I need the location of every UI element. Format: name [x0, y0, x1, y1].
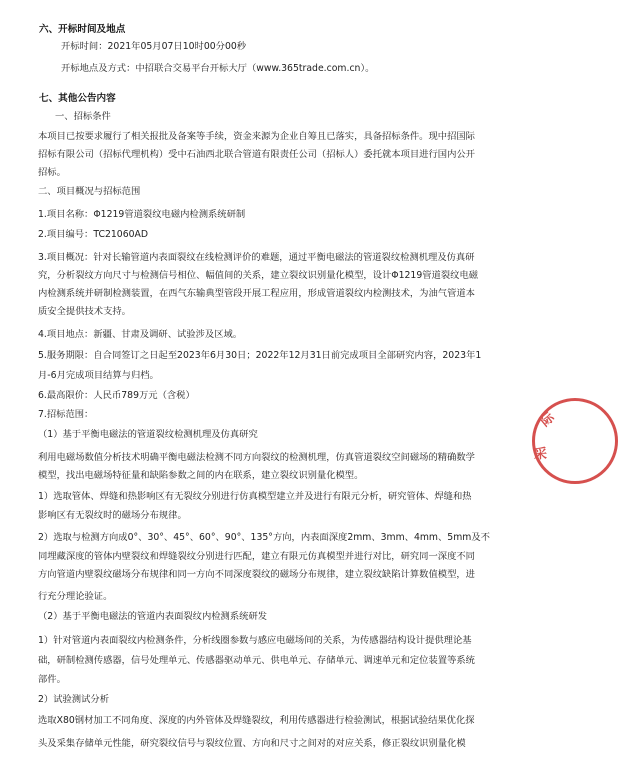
- body-line: 选取X80钢材加工不同角度、深度的内外管体及焊缝裂纹，利用传感器进行检验测试，根据试验结果优化探: [38, 715, 475, 726]
- body-line: 招标有限公司（招标代理机构）受中石油西北联合管道有限责任公司（招标人）委托就本项目进行国内公开: [38, 149, 475, 160]
- body-line: 6.最高限价：人民币789万元（含税）: [38, 390, 195, 401]
- body-line: 招标。: [38, 167, 66, 178]
- body-line: 1）选取管体、焊缝和热影响区有无裂纹分别进行仿真模型建立并及进行有限元分析，研究管体、焊缝和热: [38, 491, 472, 502]
- body-line: 2）试验测试分析: [38, 694, 109, 705]
- body-line: （2）基于平衡电磁法的管道内表面裂纹内检测系统研发: [38, 611, 268, 622]
- body-line: 1.项目名称：Φ1219管道裂纹电磁内检测系统研制: [38, 209, 246, 220]
- body-line: 1）针对管道内表面裂纹内检测条件，分析线圈参数与感应电磁场间的关系，为传感器结构设计提供理论基: [38, 635, 472, 646]
- body-line: 2.项目编号：TC21060AD: [38, 229, 149, 240]
- body-line: 二、项目概况与招标范围: [38, 186, 141, 197]
- body-line: 月-6月完成项目结算与归档。: [38, 370, 159, 381]
- body-line: 同埋藏深度的管体内壁裂纹和焊缝裂纹分别进行匹配，建立有限元仿真模型并进行对比，研究同一深度不同: [38, 551, 475, 562]
- stamp-char: 际: [537, 410, 558, 430]
- body-line: 质安全提供技术支持。: [38, 306, 131, 317]
- stamp-char: 采: [534, 447, 548, 462]
- body-line: 3.项目概况：针对长输管道内表面裂纹在线检测评价的难题，通过平衡电磁法的管道裂纹检测机理及仿真研: [38, 252, 475, 263]
- body-line: （1）基于平衡电磁法的管道裂纹检测机理及仿真研究: [38, 429, 258, 440]
- body-line: 7.招标范围：: [38, 409, 94, 420]
- body-line: 行充分理论验证。: [38, 591, 113, 602]
- body-line: 头及采集存储单元性能，研究裂纹信号与裂纹位置、方向和尺寸之间对的对应关系，修正裂纹识别量化模: [38, 738, 466, 749]
- body-line: 方向管道内壁裂纹磁场分布规律和同一方向不同深度裂纹的磁场分布规律，建立裂纹缺陷计算数值模型，进: [38, 569, 475, 580]
- bid-opening-time: 开标时间：2021年05月07日10时00分00秒: [61, 41, 247, 52]
- body-line: 模型，找出电磁场特征量和缺陷参数之间的内在联系，建立裂纹识别量化模型。: [38, 470, 364, 481]
- body-line: 究，分析裂纹方向尺寸与检测信号相位、幅值间的关系，建立裂纹识别量化模型，设计Φ1219管道裂纹电磁: [38, 270, 479, 281]
- body-line: 影响区有无裂纹时的磁场分布规律。: [38, 510, 187, 521]
- body-line: 2）选取与检测方向成0°、30°、45°、60°、90°、135°方向，内表面深度2mm、3mm、4mm、5mm及不: [38, 532, 490, 543]
- body-line: 5.服务期限：自合同签订之日起至2023年6月30日；2022年12月31日前完成项目全部研究内容，2023年1: [38, 350, 482, 361]
- body-line: 利用电磁场数值分析技术明确平衡电磁法检测不同方向裂纹的检测机理，仿真管道裂纹空间磁场的精确数学: [38, 452, 475, 463]
- section7-heading: 七、其他公告内容: [39, 93, 116, 104]
- seal-stamp: [532, 398, 618, 484]
- bid-opening-place: 开标地点及方式：中招联合交易平台开标大厅（www.365trade.com.cn）。: [61, 63, 375, 74]
- body-line: 内检测系统并研制检测装置，在西气东输典型管段开展工程应用，形成管道裂纹内检测技术，为油气管道本: [38, 288, 475, 299]
- body-line: 础，研制检测传感器，信号处理单元、传感器驱动单元、供电单元、存储单元、调速单元和定位装置等系统: [38, 655, 475, 666]
- body-line: 一、招标条件: [55, 111, 111, 122]
- body-line: 本项目已按要求履行了相关报批及备案等手续，资金来源为企业自筹且已落实，具备招标条件。现中招国际: [38, 131, 475, 142]
- section6-heading: 六、开标时间及地点: [39, 24, 126, 35]
- body-line: 部件。: [38, 674, 66, 685]
- body-line: 4.项目地点：新疆、甘肃及调研、试验涉及区域。: [38, 329, 243, 340]
